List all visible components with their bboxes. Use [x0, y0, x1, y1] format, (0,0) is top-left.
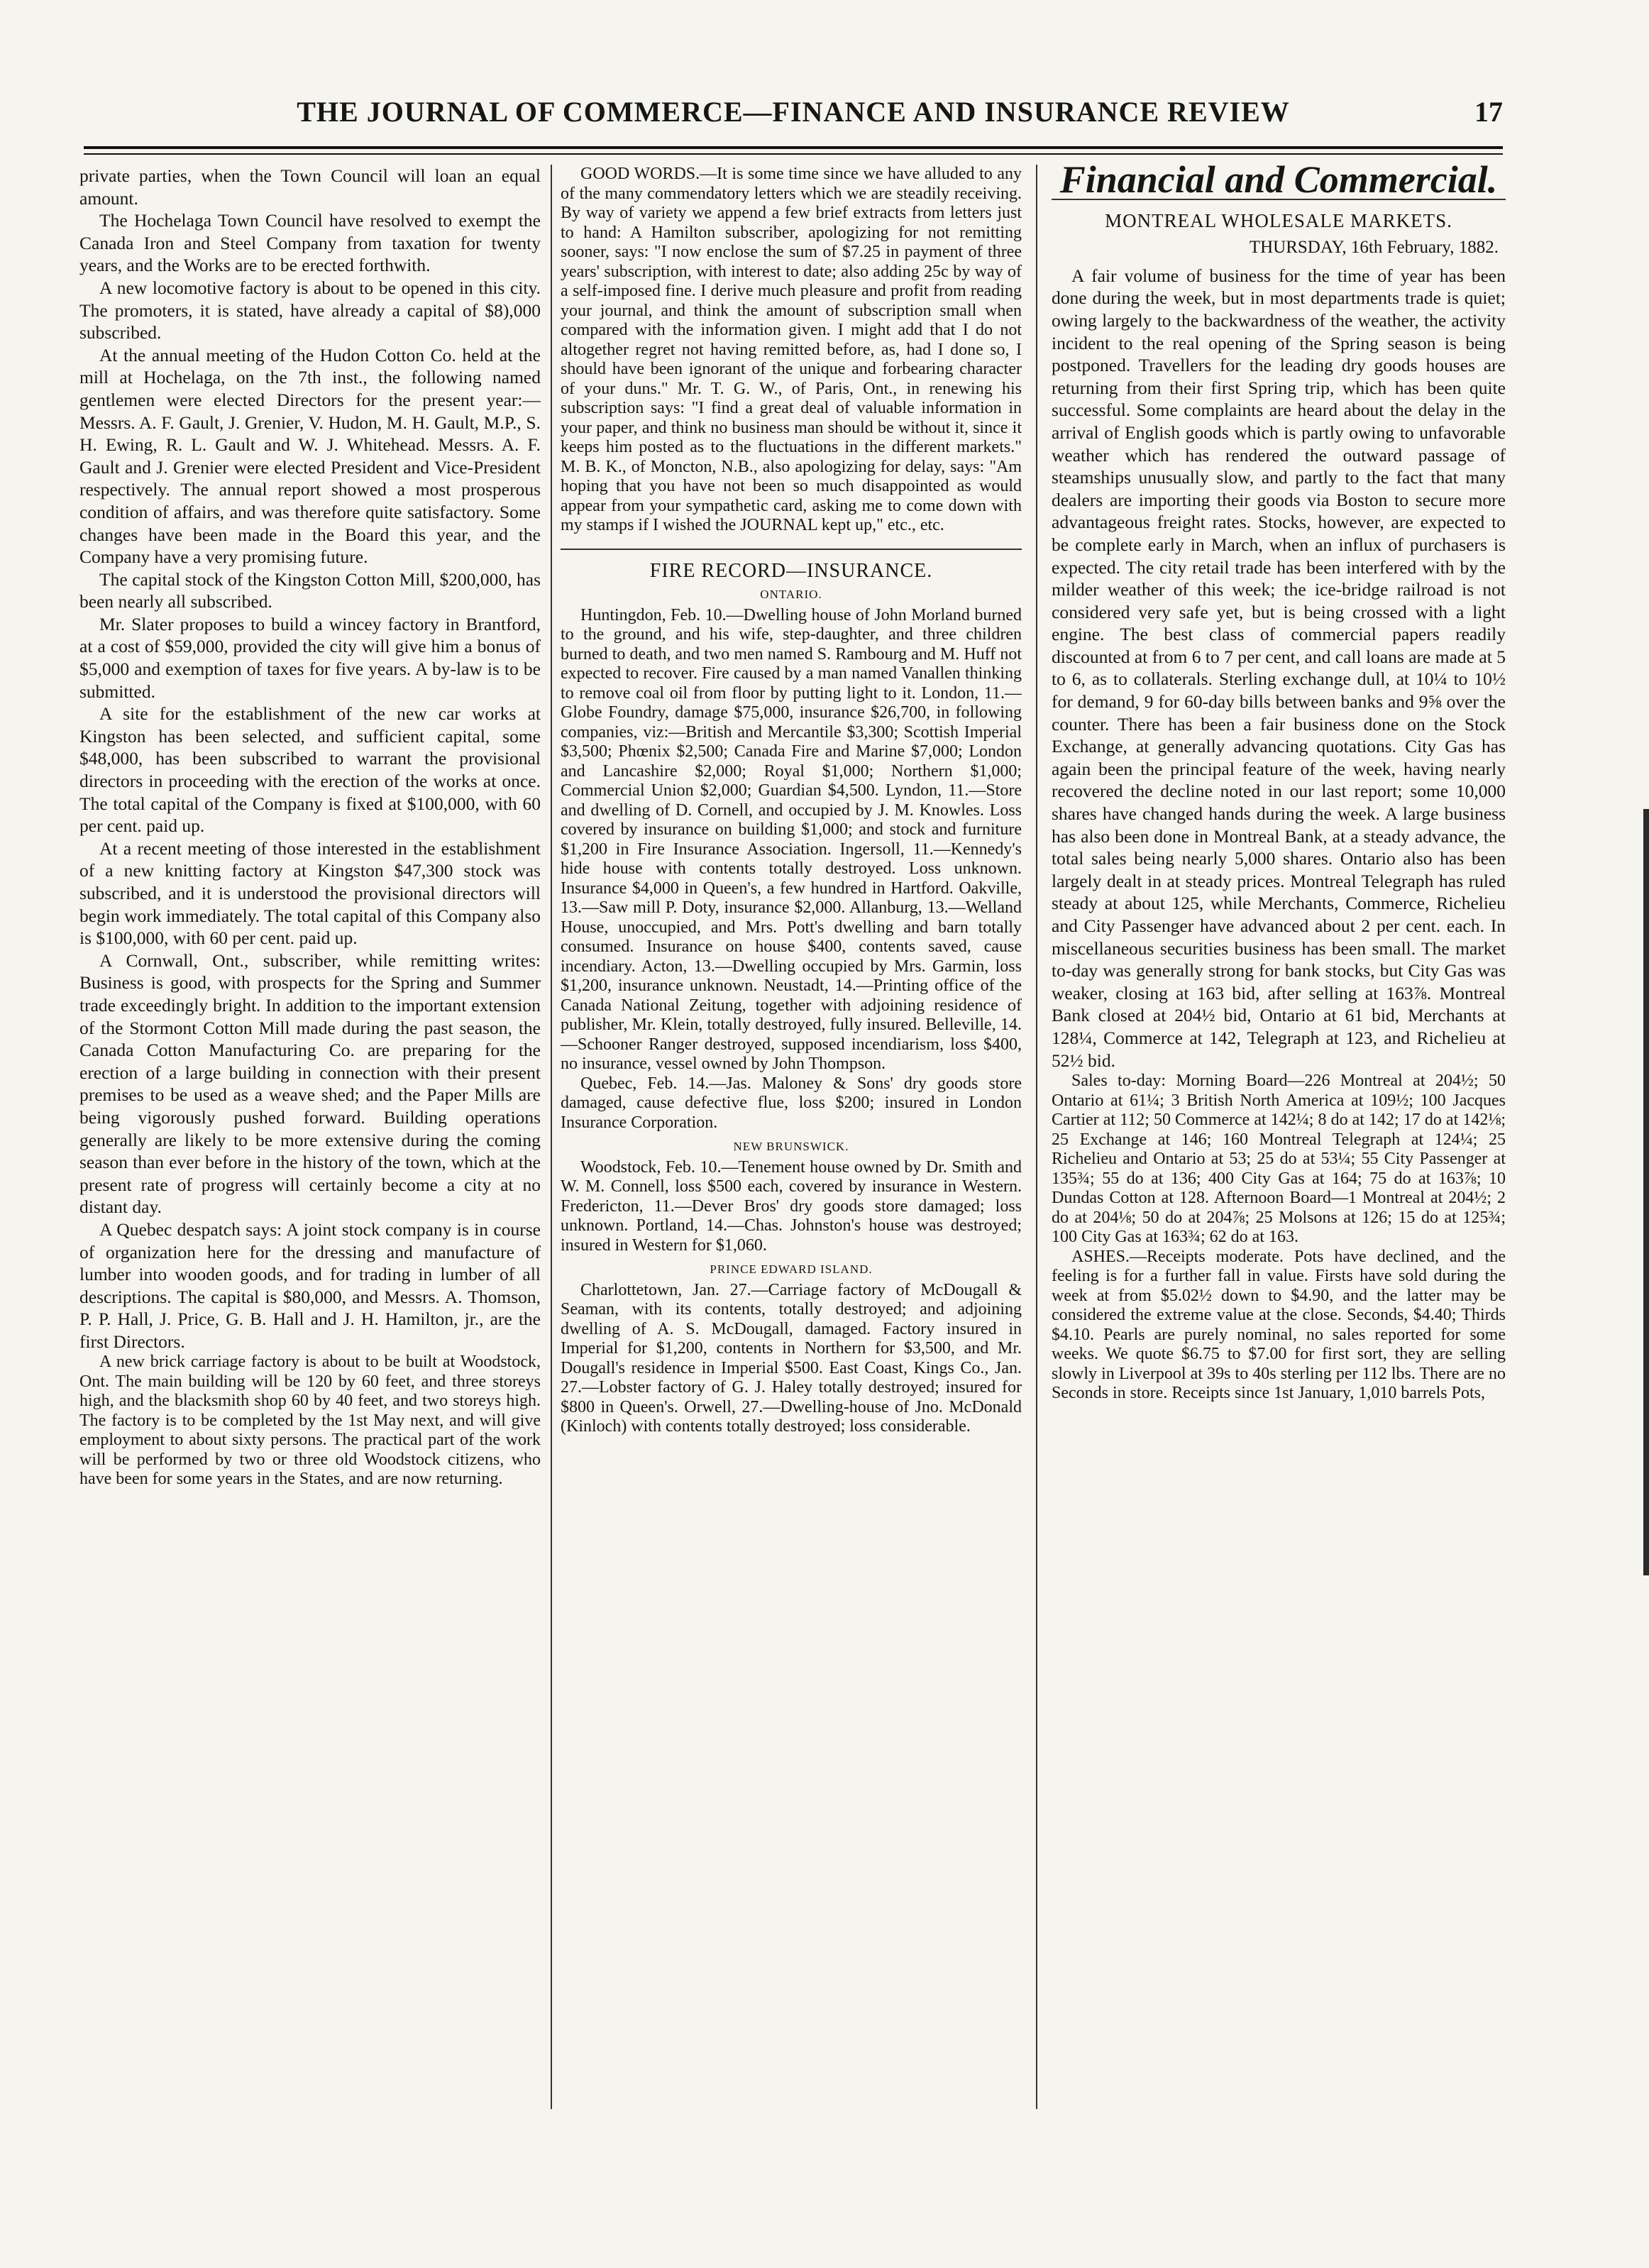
- news-paragraph: At a recent meeting of those interested in the establishment of a new knitting factory at Kingston $47,300 stock was subscribed, and it is understood the provisional directors will begin work immediately. The total capital of this Company also is $100,000, with 60 per cent. paid up.: [79, 837, 541, 949]
- pei-fire-paragraph: Charlottetown, Jan. 27.—Carriage factory of McDougall & Seaman, with its contents, totally destroyed; and adjoining dwelling of A. S. McDougall, damaged. Factory insured in Imperial for $1,200, contents in Northern for $3,500, and Mr. Dougall's residence in Imperial $500. East Coast, Kings Co., Jan. 27.—Lobster factory of G. J. Haley totally destroyed; insured for $800 in Queen's. Orwell, 27.—Dwelling-house of Jno. McDonald (Kinloch) with contents totally destroyed; loss considerable.: [561, 1280, 1022, 1436]
- news-paragraph: private parties, when the Town Council will loan an equal amount.: [79, 165, 541, 209]
- market-title: MONTREAL WHOLESALE MARKETS.: [1105, 209, 1452, 231]
- column-right: [1052, 165, 1506, 2109]
- fire-record-title: FIRE RECORD—INSURANCE.: [561, 549, 1022, 581]
- sales-paragraph: Sales to-day: Morning Board—226 Montreal at 204½; 50 Ontario at 61¼; 3 British North America at 109½; 100 Jacques Cartier at 112; 50 Commerce at 142¼; 8 do at 142; 17 do at 142⅛; 25 Exchange at 146; 160 Montreal Telegraph at 124¼; 25 Richelieu and Ontario at 53; 25 do at 53¼; 55 City Passenger at 135¾; 55 do at 136; 400 City Gas at 164; 75 do at 163⅞; 10 Dundas Cotton at 128. Afternoon Board—1 Montreal at 204½; 2 do at 204⅛; 50 do at 204⅞; 25 Molsons at 126; 15 do at 125¾; 100 City Gas at 163¾; 62 do at 163.: [1052, 1072, 1506, 1247]
- binding-edge: [1643, 809, 1649, 1575]
- ashes-paragraph: ASHES.—Receipts moderate. Pots have declined, and the feeling is for a further fall in value. Firsts have sold during the week at from $5.02½ down to $4.90, and the latter may be considered the extreme value at the close. Seconds, $4.40; Thirds $4.10. Pearls are purely nominal, no sales reported for some weeks. We quote $6.75 to $7.00 for first sort, they are selling slowly in Liverpool at 39s to 40s sterling per 112 lbs. There are no Seconds in store. Receipts since 1st January, 1,010 barrels Pots,: [1052, 1247, 1506, 1403]
- dateline: THURSDAY, 16th February, 1882.: [1249, 238, 1499, 258]
- pei-label: PRINCE EDWARD ISLAND.: [710, 1262, 873, 1276]
- news-paragraph: A new brick carriage factory is about to be built at Woodstock, Ont. The main building will be 120 by 60 feet, and three storeys high, and the blacksmith shop 60 by 40 feet, and two storeys high. The factory is to be completed by the 1st May next, and will give employment to about sixty persons. The practical part of the work will be performed by two or three old Woodstock citizens, who have been for some years in the States, and are now returning.: [79, 1353, 541, 1489]
- new-brunswick-fire-paragraph: Woodstock, Feb. 10.—Tenement house owned by Dr. Smith and W. M. Connell, loss $500 each, covered by insurance in Western. Fredericton, 11.—Dever Bros' dry goods store damaged; loss unknown. Portland, 14.—Chas. Johnston's house was destroyed; insured in Western for $1,060.: [561, 1157, 1022, 1255]
- column-middle: [561, 165, 1022, 2109]
- column-divider: [1036, 165, 1037, 2109]
- ontario-fire-paragraph: Huntingdon, Feb. 10.—Dwelling house of John Morland burned to the ground, and his wife, step-daughter, and three children burned to death, and two men named S. Rambourg and M. Huff not expected to recover. Fire caused by a man named Vanallen thinking to remove coal oil from floor by putting light to it. London, 11.—Globe Foundry, damage $75,000, insurance $26,700, in following companies, viz:—British and Mercantile $3,300; Scottish Imperial $3,500; Phœnix $2,500; Canada Fire and Marine $7,000; London and Lancashire $2,000; Royal $1,000; Northern $1,000; Commercial Union $2,000; Guardian $4,500. Lyndon, 11.—Store and dwelling of D. Cornell, and occupied by J. M. Knowles. Loss covered by insurance on building $1,000; and stock and furniture $1,200 in Fire Insurance Association. Ingersoll, 11.—Kennedy's hide house with contents totally destroyed. Loss unknown. Insurance $4,000 in Queen's, a few hundred in Hartford. Oakville, 13.—Saw mill P. Doty, insurance $2,000. Allanburg, 13.—Welland House, unoccupied, and Mrs. Pott's dwelling and barn totally consumed. Insurance on house $400, contents saved, cause incendiary. Acton, 13.—Dwelling occupied by Mrs. Garmin, loss $1,200, insurance unknown. Neustadt, 14.—Printing office of the Canada National Zeitung, together with adjoining residence of publisher, Mr. Klein, totally destroyed, fully insured. Belleville, 14.—Schooner Ranger destroyed, supposed incendiarism, loss $400, no insurance, vessel owned by John Thompson.: [561, 605, 1022, 1073]
- news-paragraph: The capital stock of the Kingston Cotton Mill, $200,000, has been nearly all subscribed.: [79, 568, 541, 612]
- news-paragraph: A site for the establishment of the new car works at Kingston has been selected, and sufficient capital, some $48,000, has been subscribed to warrant the provisional directors in proceeding with the erection of the works at once. The total capital of the Company is fixed at $100,000, with 60 per cent. paid up.: [79, 703, 541, 837]
- news-paragraph: A new locomotive factory is about to be opened in this city. The promoters, it is stated, have already a capital of $8),000 subscribed.: [79, 277, 541, 343]
- ontario-label: ONTARIO.: [760, 588, 822, 601]
- news-paragraph: The Hochelaga Town Council have resolved to exempt the Canada Iron and Steel Company from taxation for twenty years, and the Works are to be erected forthwith.: [79, 210, 541, 276]
- news-paragraph: A Quebec despatch says: A joint stock company is in course of organization here for the dressing and manufacture of lumber into wooden goods, and for trading in lumber of all descriptions. The capital is $80,000, and Messrs. A. Thomson, P. P. Hall, J. Price, G. B. Hall and J. H. Hamilton, jr., are the first Directors.: [79, 1218, 541, 1352]
- header-rule-thin: [84, 153, 1503, 155]
- quebec-fire-paragraph: Quebec, Feb. 14.—Jas. Maloney & Sons' dry goods store damaged, cause defective flue, loss $200; insured in London Insurance Corporation.: [561, 1074, 1022, 1132]
- market-paragraph: A fair volume of business for the time of year has been done during the week, but in most departments trade is quiet; owing largely to the backwardness of the weather, the activity incident to the real opening of the Spring season is being postponed. Travellers for the leading dry goods houses are returning from their first Spring trip, which has been quite successful. Some complaints are heard about the delay in the arrival of English goods which is partly owing to unfavorable weather which has rendered the outward passage of steamships unusually slow, and partly to the fact that many dealers are importing their goods via Boston to secure more advantageous freight rates. Stocks, however, are expected to be complete early in March, when an influx of purchasers is expected. The city retail trade has been interfered with by the milder weather of this week; the ice-bridge railroad is not considered very safe yet, but is being crossed with a light engine. The best class of commercial papers readily discounted at from 6 to 7 per cent, and call loans are made at 5 to 6, as to collaterals. Sterling exchange dull, at 10¼ to 10½ for demand, 9 for 60-day bills between banks and 9⅝ over the counter. There has been a fair business done on the Stock Exchange, at generally advancing quotations. City Gas has again been the principal feature of the week, having nearly recovered the decline noted in our last report; some 10,000 shares have changed hands during the week. A large business has also been done in Montreal Bank, at a steady advance, the total sales being nearly 5,000 shares. Ontario also has been largely dealt in at steady prices. Montreal Telegraph has ruled steady at about 125, while Merchants, Commerce, Richelieu and City Passenger have advanced about 2 per cent. each. In miscellaneous securities business has been small. The market to-day was generally strong for bank stocks, but City Gas was weaker, closing at 163 bid, after selling at 163⅞. Montreal Bank closed at 204½ bid, Ontario at 61 bid, Merchants at 128¼, Commerce at 142, Telegraph at 123, and Richelieu at 52½ bid.: [1052, 265, 1506, 1071]
- journal-title: THE JOURNAL OF COMMERCE—FINANCE AND INSURANCE REVIEW: [297, 96, 1290, 128]
- page-header: [84, 89, 1503, 132]
- news-paragraph: At the annual meeting of the Hudon Cotton Co. held at the mill at Hochelaga, on the 7th inst., the following named gentlemen were elected Directors for the present year:—Messrs. A. F. Gault, J. Grenier, V. Hudon, M. H. Gault, M.P., S. H. Ewing, R. L. Gault and W. J. Whitehead. Messrs. A. F. Gault and J. Grenier were elected President and Vice-President respectively. The annual report showed a most prosperous condition of affairs, and was therefore quite satisfactory. Some changes have been made in the Board this year, and the Company have a very promising future.: [79, 344, 541, 568]
- new-brunswick-label: NEW BRUNSWICK.: [733, 1140, 849, 1153]
- financial-commercial-title: Financial and Commercial.: [1052, 169, 1506, 200]
- column-left: [79, 165, 541, 2109]
- news-paragraph: Mr. Slater proposes to build a wincey factory in Brantford, at a cost of $59,000, provided the city will give him a bonus of $5,000 and exemption of taxes for five years. A by-law is to be submitted.: [79, 613, 541, 702]
- news-paragraph: A Cornwall, Ont., subscriber, while remitting writes: Business is good, with prospects for the Spring and Summer trade exceedingly bright. In addition to the important extension of the Stormont Cotton Mill made during the past season, the Canada Cotton Manufacturing Co. are preparing for the erection of a large building in connection with their present premises to be used as a weave shed; and the Paper Mills are being vigorously pushed forward. Building operations generally are likely to be more extensive during the coming season than ever before in the history of the town, which at the present rate of progress will certainly become a city at no distant day.: [79, 949, 541, 1218]
- page-number: 17: [1474, 96, 1503, 128]
- column-divider: [551, 165, 552, 2109]
- header-rule-thick: [84, 146, 1503, 149]
- good-words-paragraph: GOOD WORDS.—It is some time since we have alluded to any of the many commendatory letters which we are steadily receiving. By way of variety we append a few brief extracts from letters just to hand: A Hamilton subscriber, apologizing for not remitting sooner, says: "I now enclose the sum of $7.25 in payment of three years' subscription, with interest to date; also adding 25c by way of a self-imposed fine. I derive much pleasure and profit from reading your journal, and think the amount of subscription small when compared with the information given. I might add that I do not altogether regret not having remitted before, as, had I done so, I should have been ignorant of the unique and forbearing character of your duns." Mr. T. G. W., of Paris, Ont., in renewing his subscription says: "I find a great deal of valuable information in your paper, and think no business man should be without it, since it keeps him posted as to the fluctuations in the different markets." M. B. K., of Moncton, N.B., also apologizing for delay, says: "Am hoping that you have not been so much disappointed as would appear from your sympathetic card, asking me to come down with my stamps if I wished the JOURNAL kept up," etc., etc.: [561, 165, 1022, 534]
